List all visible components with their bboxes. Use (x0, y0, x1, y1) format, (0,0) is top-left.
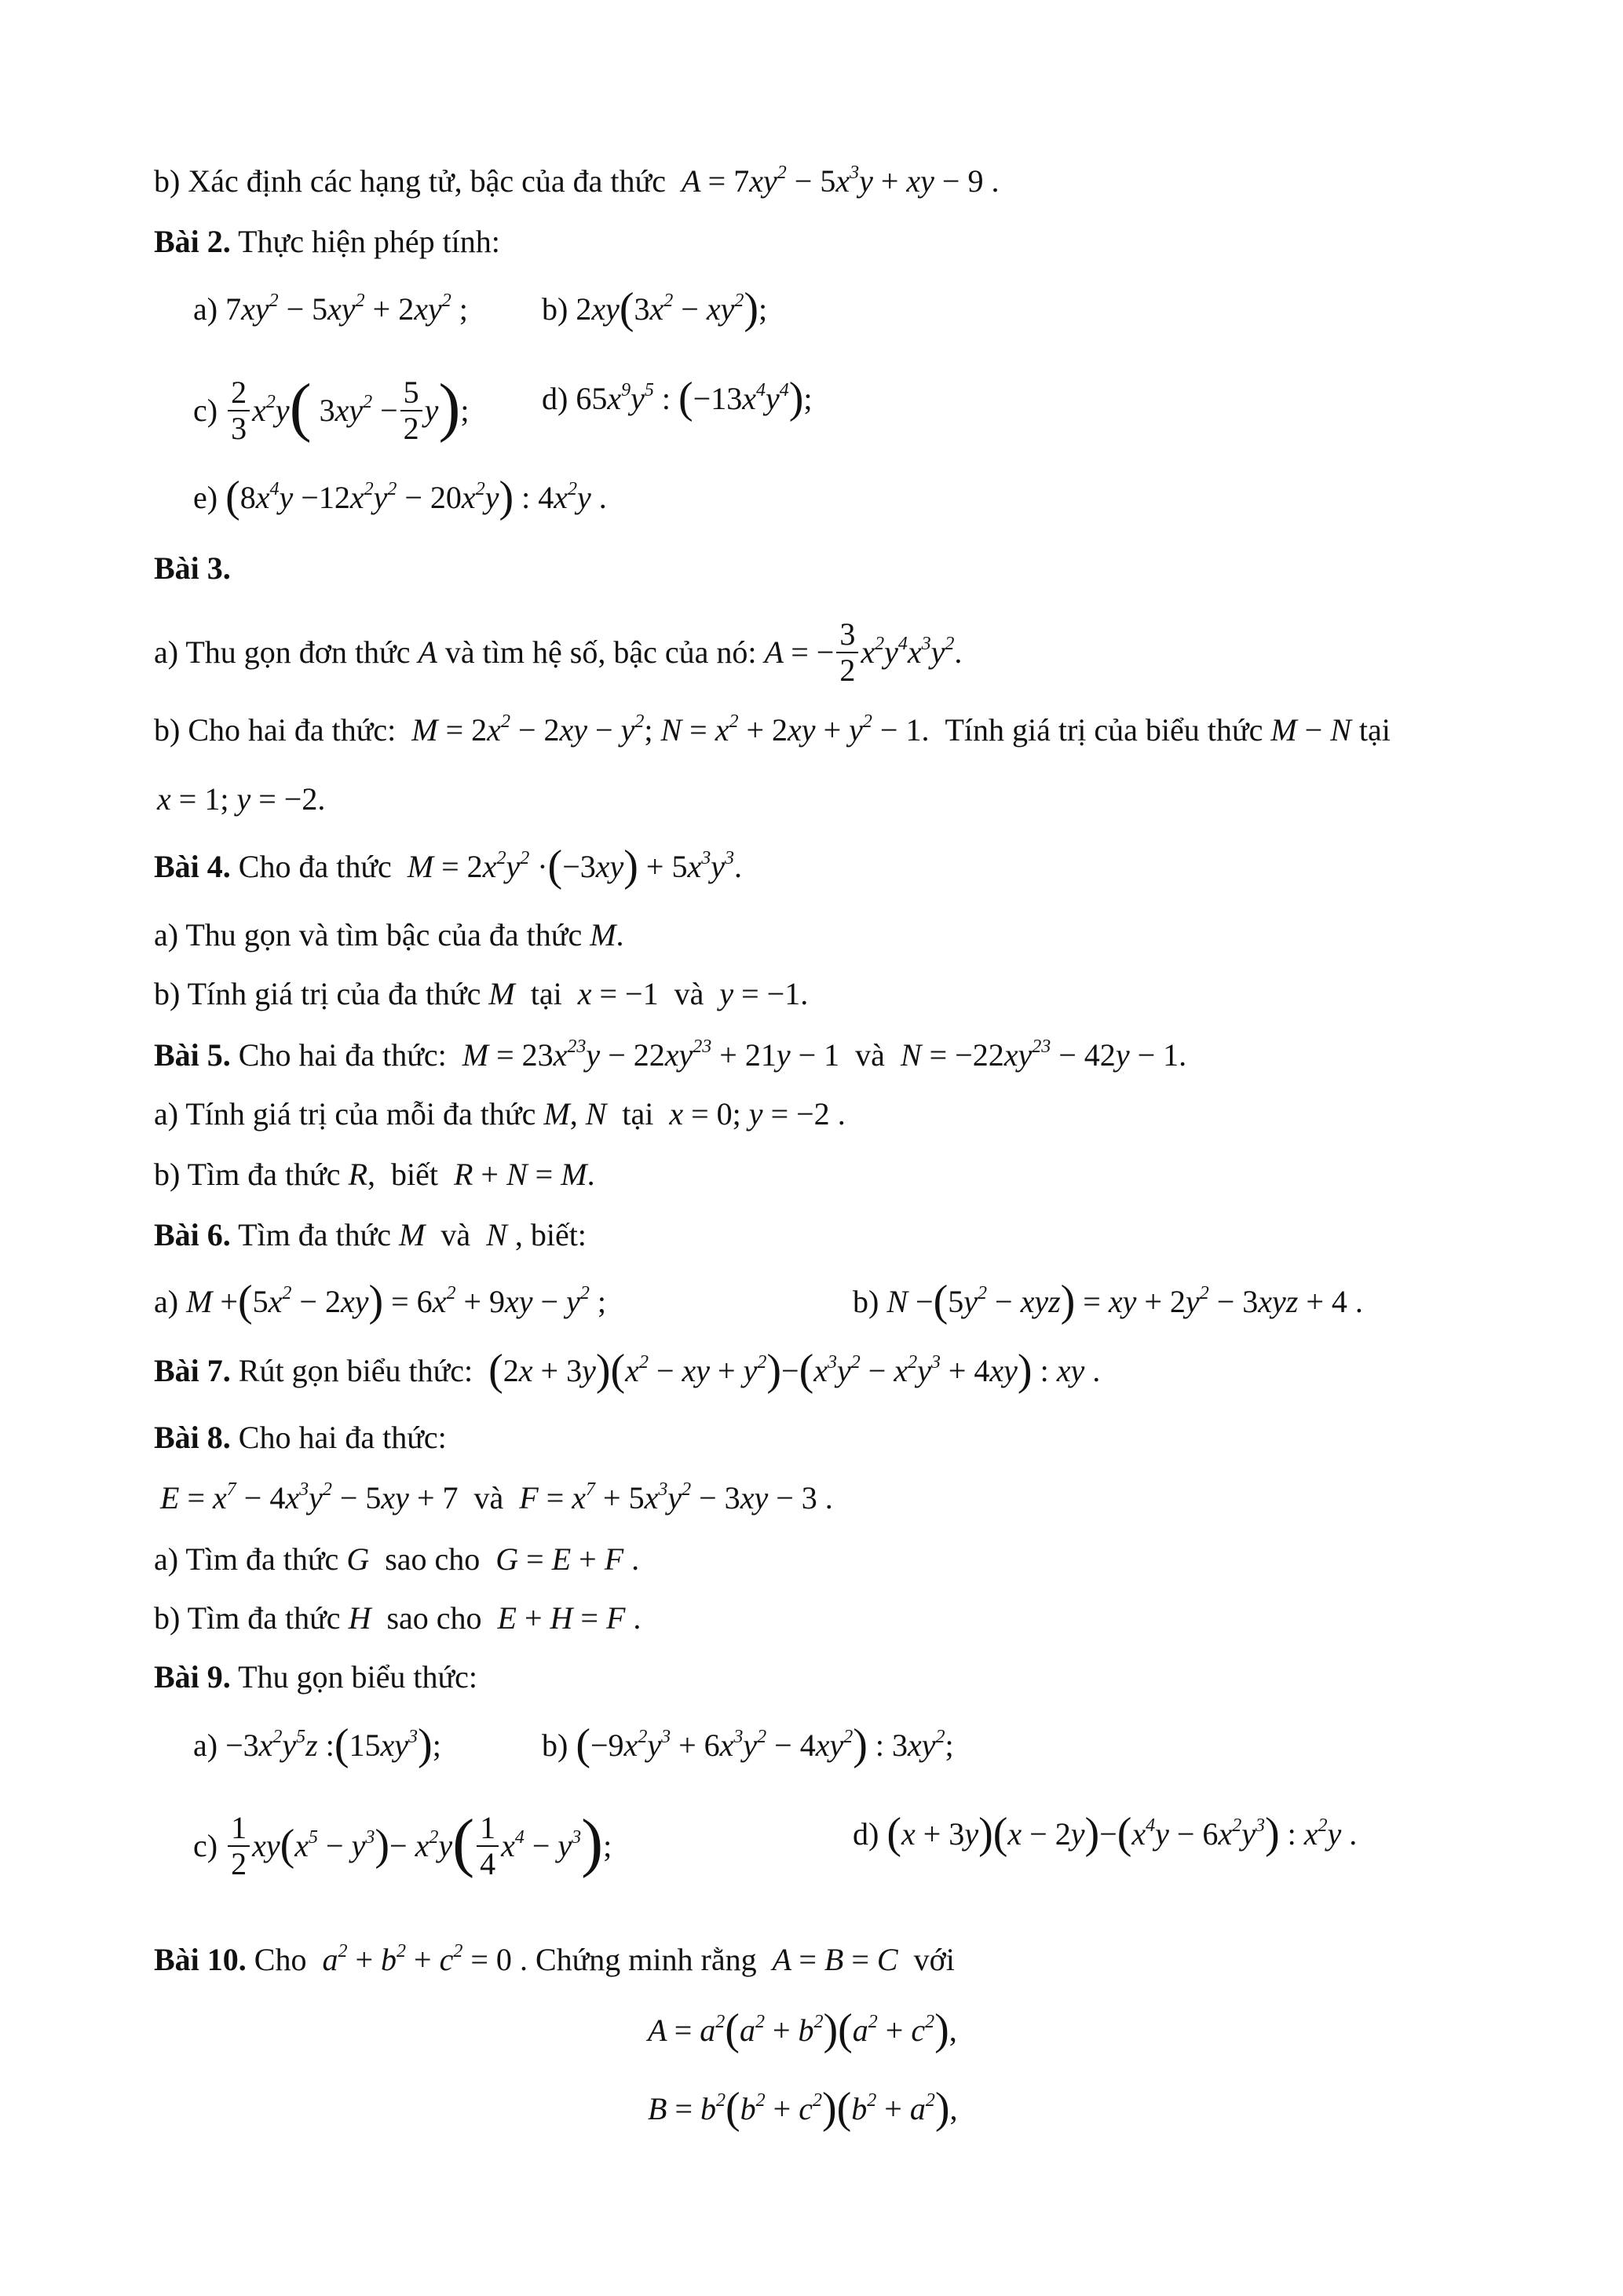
exercise-2-text: Thực hiện phép tính: (238, 224, 500, 259)
exercise-3b: b) Cho hai đa thức: $M = 2x^2 - 2xy - y^2$; $N = x^2 + 2xy + y^2 - 1$. Tính giá trị của biểu thức M − N tại (154, 711, 1391, 748)
exercise-2a: a) $7xy^2 - 5xy^2 + 2xy^2$ ; (193, 291, 468, 327)
exercise-4-header: Bài 4. Cho đa thức $M = 2x^2y^2 \cdot(-3xy) + 5x^3y^3$. (154, 842, 743, 890)
exercise-5a: a) Tính giá trị của mỗi đa thức M, N tại x = 0; y = −2 . (154, 1096, 846, 1132)
exercise-2c: c) $\frac{2}{3}$ $x^2y$( $3xy^2$ − $\frac{5}{2}$ y); (193, 371, 470, 446)
exercise-5-title: Bài 5. (154, 1037, 231, 1073)
exercise-8-title: Bài 8. (154, 1420, 231, 1455)
exercise-8-text: Cho hai đa thức: (238, 1420, 447, 1455)
exercise-2b: b) $2xy(3x^2 - xy^2)$; (542, 284, 768, 333)
exercise-9-text: Thu gọn biểu thức: (238, 1659, 478, 1695)
exercise-10-A: $A = a^2(a^2 + b^2)(a^2 + c^2)$, (648, 2005, 957, 2054)
exercise-8b: b) Tìm đa thức H sao cho E + H = F . (154, 1600, 642, 1636)
exercise-3a-text: a) Thu gọn đơn thức (154, 634, 411, 671)
exercise-3-title: Bài 3. (154, 550, 231, 586)
exercise-5b: b) Tìm đa thức R, biết R + N = M. (154, 1157, 595, 1192)
exercise-9d: d) $(x + 3y)(x - 2y)-(x^4y - 6x^2y^3)$ : $x^2y$ . (853, 1809, 1358, 1858)
exercise-8-polynomials: $E = x^7 - 4x^3y^2 - 5xy + 7$ và $F = x^7 + 5x^3y^2 - 3xy - 3$ . (160, 1479, 833, 1515)
exercise-5-text: Cho hai đa thức: (238, 1037, 447, 1073)
exercise-3-header (154, 548, 231, 589)
exercise-3b-text: b) Cho hai đa thức: (154, 712, 397, 748)
exercise-9b: b) $(-9x^2y^3 + 6x^3y^2 - 4xy^2)$ : $3xy^2$; (542, 1720, 954, 1769)
exercise-1b-expression: $A = 7xy^2 - 5x^3y$ + xy − 9 (681, 163, 984, 199)
exercise-9-header (154, 1657, 477, 1698)
exercise-6b: b) $N -(5y^2 - xyz)$ = xy + $2y^2 - 3xyz + 4$ . (853, 1277, 1363, 1325)
exercise-3b-tai: tại (1358, 712, 1391, 748)
exercise-7: Bài 7. Rút gọn biểu thức: $(2x + 3y)(x^2$ − xy + $y^2)-(x^3y^2 - x^2y^3 + 4xy)$ : xy . (154, 1346, 1101, 1395)
exercise-2e: e) $(8x^4y -12x^2y^2 - 20x^2y)$ : $4x^2y$ . (193, 473, 607, 521)
exercise-3b-condition: x = 1; y = −2. (157, 781, 326, 817)
exercise-4a: a) Thu gọn và tìm bậc của đa thức M. (154, 917, 624, 952)
exercise-4b: b) Tính giá trị của đa thức M tại x = −1 và y = −1. (154, 976, 809, 1011)
exercise-6-title: Bài 6. (154, 1217, 231, 1252)
exercise-4-text: Cho đa thức (238, 849, 392, 884)
exercise-10-header: Bài 10. Cho $a^2 + b^2 + c^2 = 0$ . Chứng minh rằng A = B = C với (154, 1941, 955, 1977)
exercise-3b-text2: Tính giá trị của biểu thức (945, 712, 1263, 748)
exercise-9a: $a) -3x^2y^5z$ $:(15xy^3)$; (193, 1720, 441, 1769)
exercise-2d: d) $65x^9y^5$ : $(-13x^4y^4)$; (542, 374, 813, 422)
exercise-4-title: Bài 4. (154, 849, 231, 884)
exercise-5-header: Bài 5. Cho hai đa thức: $M = 23x^{23}y - 22xy^{23} + 21y - 1$ và $N = -22xy^{23} - 42y - 1$. (154, 1036, 1187, 1073)
exercise-2-header (154, 221, 500, 262)
exercise-9c: c) $\frac{1}{2}$ $xy(x^5 - y^3)- x^2y$( $\frac{1}{4}$ $x^4 - y^3$); (193, 1806, 612, 1881)
exercise-9-title: Bài 9. (154, 1659, 231, 1695)
exercise-7-text: Rút gọn biểu thức: (238, 1353, 473, 1388)
exercise-6a: a) $M +(5x^2 - 2xy) = 6x^2 + 9xy - y^2$ ; (154, 1277, 606, 1325)
exercise-3a-text2: và tìm hệ số, bậc của nó: (444, 634, 757, 671)
exercise-1b: b) Xác định các hạng tử, bậc của đa thức $A = 7xy^2 - 5x^3y$ + xy − 9 . (154, 163, 1000, 199)
exercise-1b-text: b) Xác định các hạng tử, bậc của đa thức (154, 163, 666, 199)
exercise-7-title: Bài 7. (154, 1353, 231, 1388)
exercise-10-title: Bài 10. (154, 1942, 247, 1977)
exercise-2-title: Bài 2. (154, 224, 231, 259)
exercise-8-header (154, 1417, 447, 1458)
exercise-6-header: Bài 6. Tìm đa thức M và N , biết: (154, 1217, 587, 1252)
exercise-10-B: $B = b^2(b^2 + c^2)(b^2 + a^2)$, (648, 2084, 958, 2133)
exercise-3a: a) Thu gọn đơn thức A và tìm hệ số, bậc của nó: A = − $\frac{3}{2}$ $x^2y^4x^3y^2$. (154, 616, 963, 688)
exercise-8a: a) Tìm đa thức G sao cho G = E + F . (154, 1541, 640, 1577)
